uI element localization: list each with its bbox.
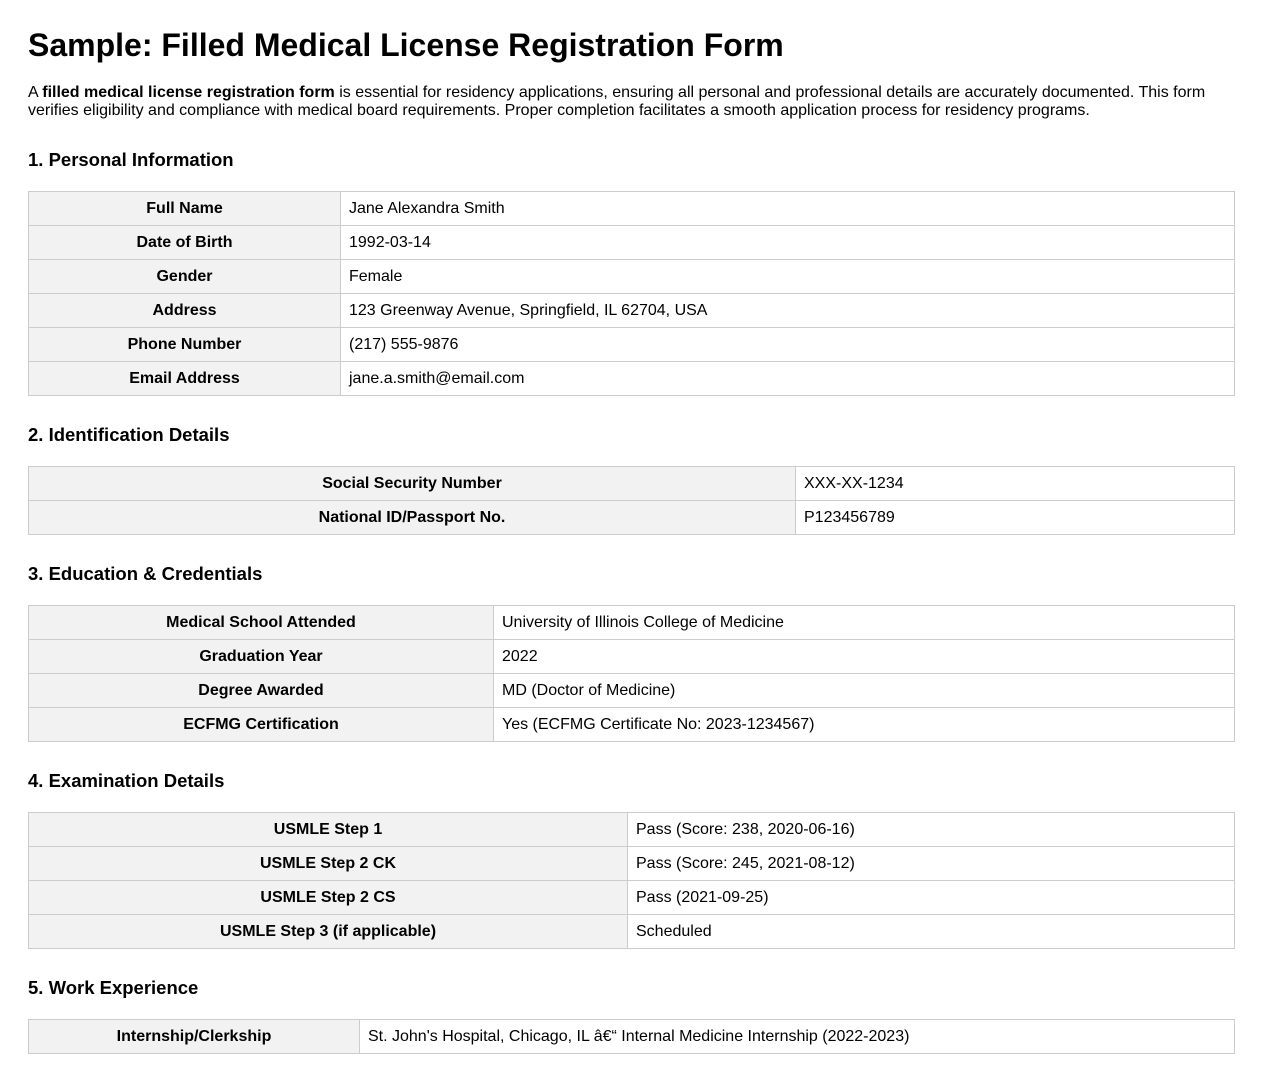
education-credentials-table [28,605,1235,742]
work-experience-table [28,1019,1235,1054]
table-row [29,328,1235,362]
field-label: USMLE Step 3 (if applicable) [29,915,628,949]
table-row [29,915,1235,949]
field-value: 1992-03-14 [341,226,1235,260]
section-personal-information [28,149,1235,396]
field-label: Phone Number [29,328,341,362]
field-value: Yes (ECFMG Certificate No: 2023-1234567) [494,708,1235,742]
field-value: 2022 [494,640,1235,674]
field-label: National ID/Passport No. [29,501,796,535]
field-value: Jane Alexandra Smith [341,192,1235,226]
table-row [29,708,1235,742]
table-row [29,1020,1235,1054]
field-label: Address [29,294,341,328]
section-work-experience [28,977,1235,1054]
intro-suffix: is essential for residency applications, ensuring all personal and professional details are accurately documented. This form verifies eligibility and compliance with medical board requirements. Proper completion facilitates a smooth application process for residency programs. [28,84,1206,119]
field-label: Date of Birth [29,226,341,260]
field-label: ECFMG Certification [29,708,494,742]
section-heading: 3. Education & Credentials [28,563,263,584]
section-identification-details [28,424,1235,535]
field-label: Full Name [29,192,341,226]
section-education-credentials [28,563,1235,742]
personal-information-table [28,191,1235,396]
table-row [29,260,1235,294]
section-examination-details [28,770,1235,949]
table-row [29,501,1235,535]
field-value: MD (Doctor of Medicine) [494,674,1235,708]
intro-paragraph [28,84,1235,120]
field-label: Social Security Number [29,467,796,501]
table-row [29,192,1235,226]
field-label: Email Address [29,362,341,396]
table-row [29,362,1235,396]
section-heading: 5. Work Experience [28,977,199,998]
section-heading: 4. Examination Details [28,770,225,791]
field-value: Scheduled [628,915,1235,949]
intro-bold-term: filled medical license registration form [42,84,335,101]
field-value: XXX-XX-1234 [796,467,1235,501]
field-value: P123456789 [796,501,1235,535]
table-row [29,881,1235,915]
table-row [29,847,1235,881]
table-row [29,813,1235,847]
field-value: Pass (Score: 245, 2021-08-12) [628,847,1235,881]
field-label: USMLE Step 2 CS [29,881,628,915]
field-value: jane.a.smith@email.com [341,362,1235,396]
table-row [29,606,1235,640]
field-value: University of Illinois College of Medicine [494,606,1235,640]
field-value: St. John's Hospital, Chicago, IL â€“ Internal Medicine Internship (2022-2023) [360,1020,1235,1054]
intro-prefix: A [28,84,43,101]
page-title: Sample: Filled Medical License Registration Form [28,27,784,63]
field-label: Medical School Attended [29,606,494,640]
table-row [29,294,1235,328]
field-value: 123 Greenway Avenue, Springfield, IL 62704, USA [341,294,1235,328]
field-value: Pass (Score: 238, 2020-06-16) [628,813,1235,847]
identification-details-table [28,466,1235,535]
table-row [29,640,1235,674]
section-heading: 2. Identification Details [28,424,230,445]
examination-details-table [28,812,1235,949]
field-label: USMLE Step 2 CK [29,847,628,881]
field-label: Gender [29,260,341,294]
table-row [29,467,1235,501]
field-value: Pass (2021-09-25) [628,881,1235,915]
field-label: USMLE Step 1 [29,813,628,847]
field-label: Internship/Clerkship [29,1020,360,1054]
field-label: Graduation Year [29,640,494,674]
table-row [29,226,1235,260]
field-label: Degree Awarded [29,674,494,708]
field-value: Female [341,260,1235,294]
table-row [29,674,1235,708]
section-heading: 1. Personal Information [28,149,234,170]
field-value: (217) 555-9876 [341,328,1235,362]
